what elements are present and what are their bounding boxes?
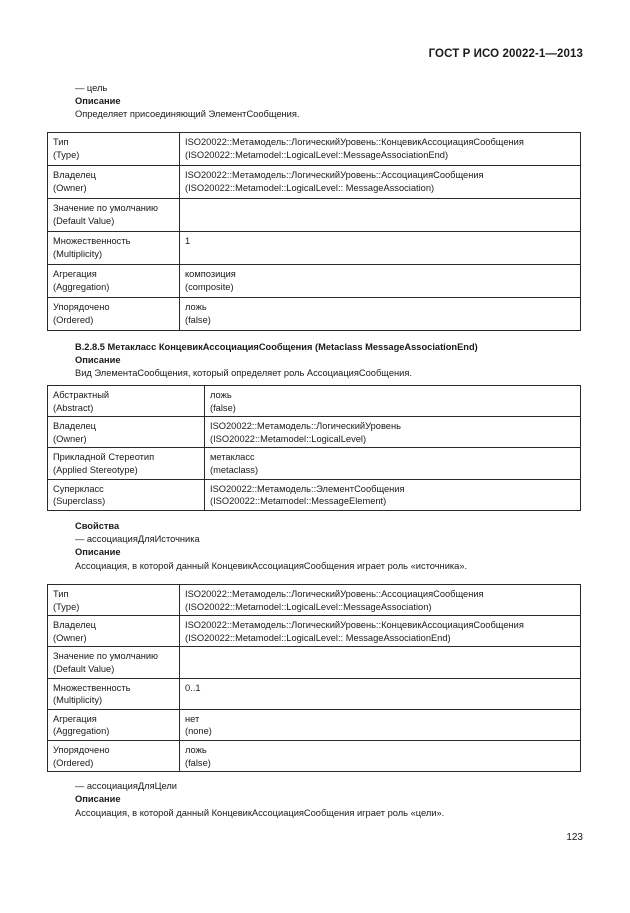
property-value-en bbox=[185, 663, 575, 676]
table-row bbox=[48, 199, 581, 232]
property-name-en: (Aggregation) bbox=[53, 726, 110, 737]
property-name-en: (Ordered) bbox=[53, 314, 94, 325]
property-name: Владелец bbox=[53, 421, 97, 432]
table-row bbox=[48, 265, 581, 298]
table-row bbox=[48, 298, 581, 331]
property-value-en: (ISO20022::Metamodel::MessageElement) bbox=[210, 496, 387, 507]
table-row bbox=[48, 709, 581, 740]
property-value-en: (false) bbox=[185, 757, 211, 768]
property-value: 1 bbox=[185, 236, 191, 246]
table-row bbox=[48, 386, 581, 417]
property-value-cell bbox=[180, 585, 581, 616]
property-name-cell bbox=[48, 265, 180, 298]
property-value-en: (ISO20022::Metamodel::LogicalLevel) bbox=[210, 433, 367, 444]
property-value-cell bbox=[205, 417, 581, 448]
props-heading: Свойства bbox=[75, 521, 120, 531]
property-value-cell bbox=[180, 647, 581, 678]
property-name-cell bbox=[48, 479, 205, 510]
section-desc-heading: Описание bbox=[75, 355, 121, 365]
property-value-cell bbox=[180, 298, 581, 331]
property-name-cell bbox=[48, 678, 180, 709]
property-value-en: (false) bbox=[185, 314, 211, 325]
property-value: ISO20022::Метамодель::ЛогическийУровень::АссоциацияСообщения bbox=[185, 589, 484, 599]
property-name-cell bbox=[48, 647, 180, 678]
property-value-cell bbox=[205, 479, 581, 510]
property-value-cell bbox=[180, 133, 581, 166]
property-value-en: (ISO20022::Metamodel::LogicalLevel::MessageAssociationEnd) bbox=[185, 149, 449, 160]
property-value bbox=[185, 202, 575, 215]
property-value: ISO20022::Метамодель::ЭлементСообщения bbox=[210, 483, 405, 494]
tail-desc-heading: Описание bbox=[75, 794, 121, 804]
property-value-en: (ISO20022::Metamodel::LogicalLevel:: MessageAssociationEnd) bbox=[185, 632, 451, 643]
property-value-en bbox=[185, 248, 575, 261]
property-value-cell bbox=[205, 386, 581, 417]
property-name-cell bbox=[48, 585, 180, 616]
property-name-en: (Default Value) bbox=[53, 215, 115, 226]
props-desc-text: Ассоциация, в которой данный КонцевикАссоциацияСообщения играет роль «источника». bbox=[75, 561, 468, 571]
property-name-en: (Owner) bbox=[53, 632, 87, 643]
property-name: Упорядочено bbox=[53, 744, 110, 755]
property-name-cell bbox=[48, 166, 180, 199]
property-name-en: (Applied Stereotype) bbox=[53, 464, 138, 475]
property-value-cell bbox=[180, 199, 581, 232]
property-value: нет bbox=[185, 713, 200, 724]
property-name-cell bbox=[48, 417, 205, 448]
table-row bbox=[48, 585, 581, 616]
property-value: ложь bbox=[185, 302, 207, 312]
property-value-cell bbox=[180, 232, 581, 265]
property-value-cell bbox=[180, 709, 581, 740]
property-value: 0..1 bbox=[185, 682, 201, 693]
property-value-en: (ISO20022::Metamodel::LogicalLevel::MessageAssociation) bbox=[185, 601, 432, 612]
property-name-cell bbox=[48, 298, 180, 331]
property-value-en bbox=[185, 215, 575, 228]
table-row bbox=[48, 133, 581, 166]
property-name-en: (Ordered) bbox=[53, 757, 94, 768]
table-row bbox=[48, 417, 581, 448]
property-value-en: (false) bbox=[210, 402, 236, 413]
section-heading: B.2.8.5 Метакласс КонцевикАссоциацияСообщения (Metaclass MessageAssociationEnd) bbox=[75, 342, 478, 352]
property-name-en: (Owner) bbox=[53, 433, 87, 444]
property-name: Множественность bbox=[53, 682, 131, 693]
property-name: Владелец bbox=[53, 620, 97, 631]
table-row bbox=[48, 647, 581, 678]
property-name: Владелец bbox=[53, 170, 97, 180]
props-desc-heading: Описание bbox=[75, 547, 121, 557]
props-block bbox=[75, 520, 580, 573]
property-name-en: (Owner) bbox=[53, 182, 87, 193]
property-value: композиция bbox=[185, 269, 236, 279]
tail-item: — ассоциацияДляЦели bbox=[75, 781, 177, 791]
property-name-cell bbox=[48, 133, 180, 166]
tail-block bbox=[75, 780, 580, 820]
table-row bbox=[48, 166, 581, 199]
intro-desc-heading: Описание bbox=[75, 96, 121, 106]
property-table-2 bbox=[47, 385, 581, 511]
property-value: ISO20022::Метамодель::ЛогическийУровень::КонцевикАссоциацияСообщения bbox=[185, 137, 524, 147]
props-item: — ассоциацияДляИсточника bbox=[75, 534, 200, 544]
property-name: Прикладной Стереотип bbox=[53, 452, 155, 463]
property-name-cell bbox=[48, 740, 180, 771]
property-value: ISO20022::Метамодель::ЛогическийУровень::АссоциацияСообщения bbox=[185, 170, 484, 180]
table-row bbox=[48, 232, 581, 265]
property-value-cell bbox=[205, 448, 581, 479]
property-name: Агрегация bbox=[53, 269, 97, 279]
property-value-en: (none) bbox=[185, 726, 212, 737]
intro-item: — цель bbox=[75, 83, 108, 93]
property-table-3 bbox=[47, 584, 581, 772]
property-name-en: (Multiplicity) bbox=[53, 695, 103, 706]
property-value: ложь bbox=[210, 390, 232, 400]
property-name-en: (Default Value) bbox=[53, 663, 115, 674]
property-name: Упорядочено bbox=[53, 302, 110, 312]
property-value-cell bbox=[180, 740, 581, 771]
section-desc-text: Вид ЭлементаСообщения, который определяет роль АссоциацияСообщения. bbox=[75, 368, 412, 378]
property-name: Тип bbox=[53, 589, 69, 599]
property-value bbox=[185, 650, 575, 663]
property-table-1 bbox=[47, 132, 581, 331]
property-value: метакласс bbox=[210, 452, 255, 463]
property-value-en: (composite) bbox=[185, 281, 234, 292]
property-name: Значение по умолчанию bbox=[53, 203, 159, 213]
property-name-en: (Aggregation) bbox=[53, 281, 110, 292]
table-row bbox=[48, 678, 581, 709]
property-value: ISO20022::Метамодель::ЛогическийУровень bbox=[210, 421, 401, 432]
table-row bbox=[48, 616, 581, 647]
property-name: Множественность bbox=[53, 236, 131, 246]
property-value: ложь bbox=[185, 744, 207, 755]
section-block bbox=[75, 341, 580, 380]
property-name-cell bbox=[48, 232, 180, 265]
property-name-cell bbox=[48, 616, 180, 647]
property-value-en bbox=[185, 694, 575, 707]
page-number: 123 bbox=[566, 832, 583, 843]
intro-desc-text: Определяет присоединяющий ЭлементСообщения. bbox=[75, 109, 300, 119]
property-value-cell bbox=[180, 678, 581, 709]
property-name-cell bbox=[48, 709, 180, 740]
property-name-en: (Type) bbox=[53, 601, 80, 612]
property-name-en: (Multiplicity) bbox=[53, 248, 103, 259]
property-value: ISO20022::Метамодель::ЛогическийУровень::КонцевикАссоциацияСообщения bbox=[185, 620, 524, 631]
property-name-cell bbox=[48, 448, 205, 479]
property-name-cell bbox=[48, 199, 180, 232]
table-row bbox=[48, 448, 581, 479]
property-name-cell bbox=[48, 386, 205, 417]
property-name-en: (Superclass) bbox=[53, 496, 106, 507]
property-name: Суперкласс bbox=[53, 483, 104, 494]
intro-block bbox=[75, 82, 580, 121]
table-row bbox=[48, 740, 581, 771]
property-name-en: (Abstract) bbox=[53, 402, 94, 413]
property-value-cell bbox=[180, 616, 581, 647]
property-name: Значение по умолчанию bbox=[53, 651, 159, 662]
property-name: Агрегация bbox=[53, 713, 97, 724]
property-value-en: (metaclass) bbox=[210, 464, 259, 475]
property-name-en: (Type) bbox=[53, 149, 80, 160]
document-header: ГОСТ Р ИСО 20022-1—2013 bbox=[428, 48, 583, 60]
property-value-cell bbox=[180, 265, 581, 298]
property-value-en: (ISO20022::Metamodel::LogicalLevel:: MessageAssociation) bbox=[185, 182, 435, 193]
property-value-cell bbox=[180, 166, 581, 199]
table-row bbox=[48, 479, 581, 510]
property-name: Тип bbox=[53, 137, 69, 147]
tail-desc-text: Ассоциация, в которой данный КонцевикАссоциацияСообщения играет роль «цели». bbox=[75, 808, 445, 818]
property-name: Абстрактный bbox=[53, 390, 110, 400]
